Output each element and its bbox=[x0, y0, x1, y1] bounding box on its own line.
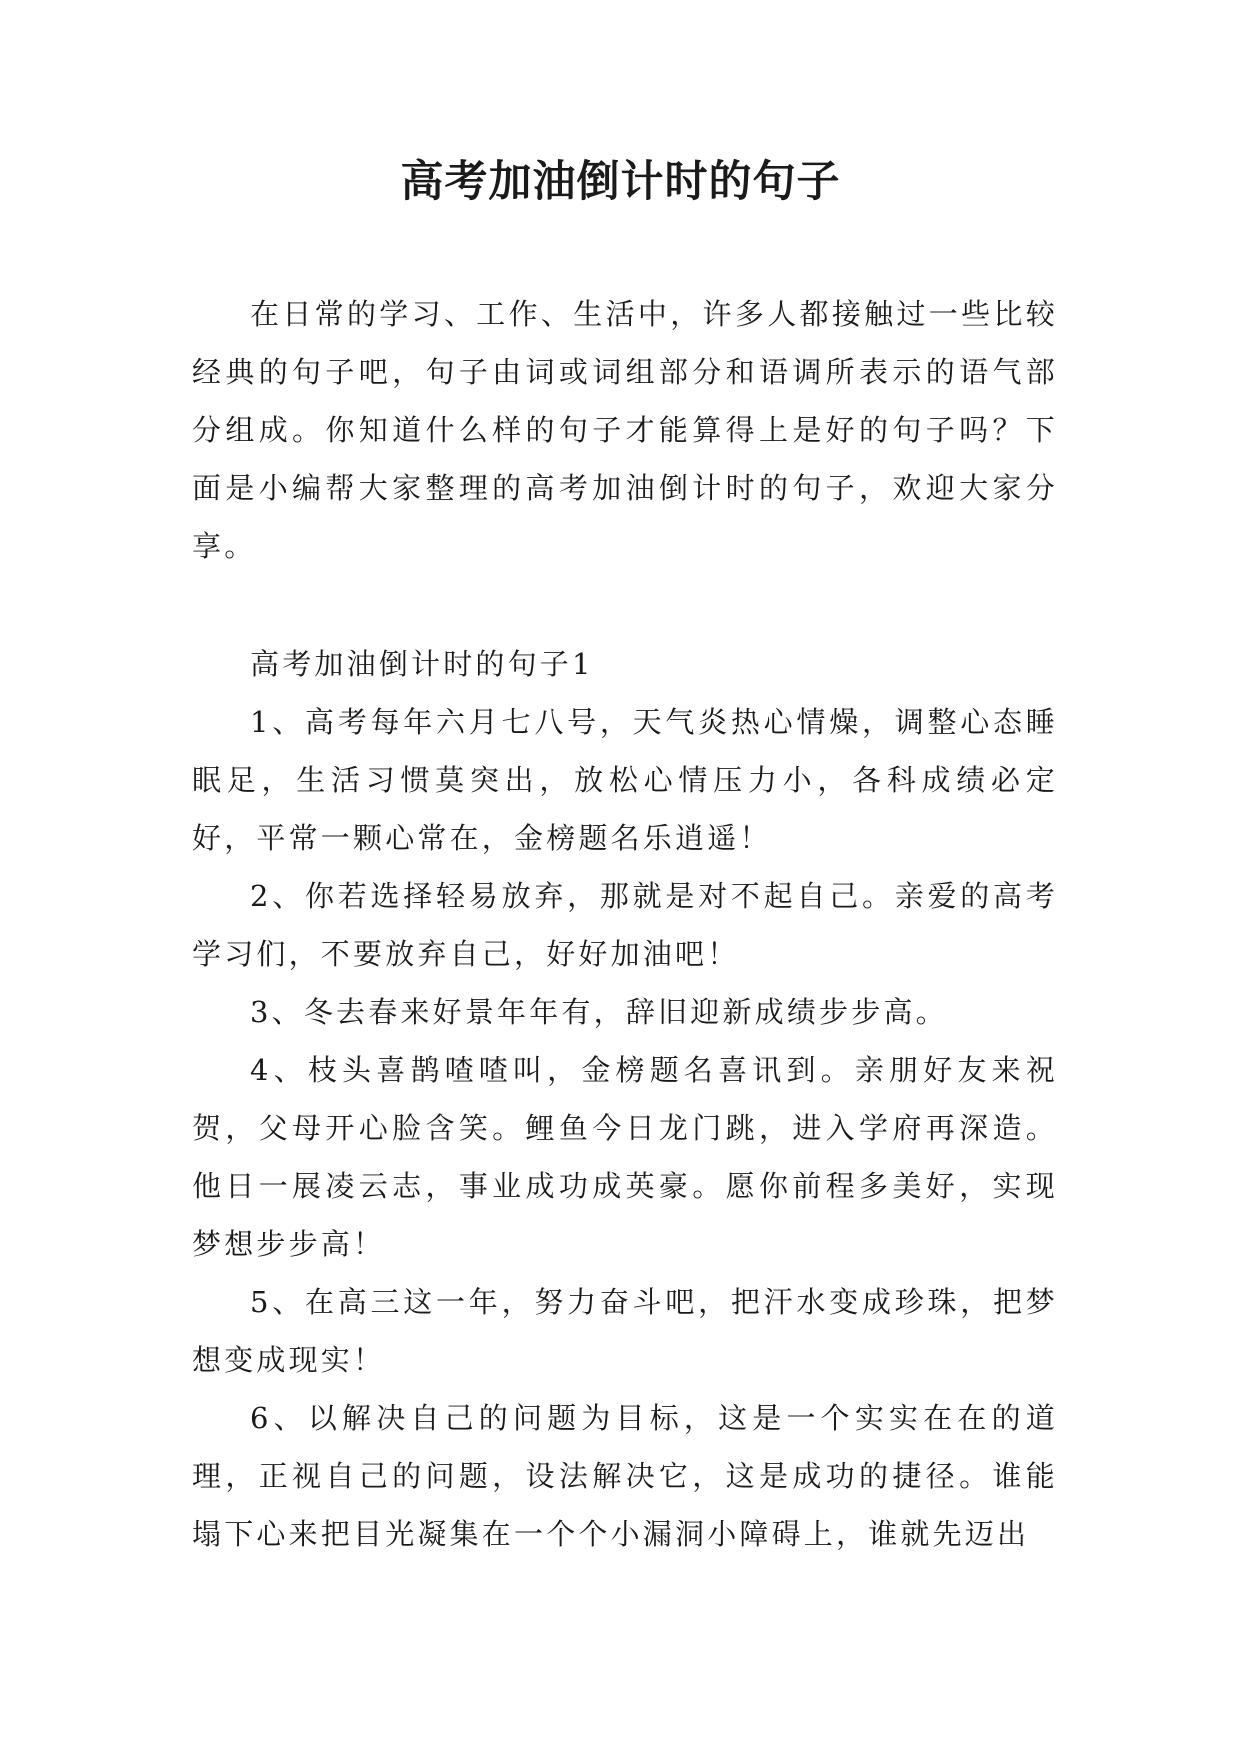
list-item: 3、冬去春来好景年年有，辞旧迎新成绩步步高。 bbox=[250, 995, 948, 1029]
list-item: 4、枝头喜鹊喳喳叫，金榜题名喜讯到。亲朋好友来祝贺，父母开心脸含笑。鲤鱼今日龙门跳，进入学府再深造。他日一展凌云志，事业成功成英豪。愿你前程多美好，实现梦想步步高！ bbox=[192, 1053, 1058, 1261]
document-title: 高考加油倒计时的句子 bbox=[400, 157, 841, 207]
list-item: 5、在高三这一年，努力奋斗吧，把汗水变成珍珠，把梦想变成现实！ bbox=[192, 1285, 1058, 1377]
list-item: 6、以解决自己的问题为目标，这是一个实实在在的道理，正视自己的问题，设法解决它，这是成功的捷径。谁能塌下心来把目光凝集在一个个小漏洞小障碍上，谁就先迈出 bbox=[192, 1401, 1058, 1551]
intro-paragraph: 在日常的学习、工作、生活中，许多人都接触过一些比较经典的句子吧，句子由词或词组部分和语调所表示的语气部分组成。你知道什么样的句子才能算得上是好的句子吗？下面是小编帮大家整理的高考加油倒计时的句子，欢迎大家分享。 bbox=[192, 297, 1058, 563]
section-heading: 高考加油倒计时的句子1 bbox=[250, 647, 594, 681]
list-item: 1、高考每年六月七八号，天气炎热心情燥，调整心态睡眠足，生活习惯莫突出，放松心情压力小，各科成绩必定好，平常一颗心常在，金榜题名乐逍遥！ bbox=[192, 705, 1058, 855]
list-item: 2、你若选择轻易放弃，那就是对不起自己。亲爱的高考学习们，不要放弃自己，好好加油吧！ bbox=[192, 879, 1058, 971]
document-body bbox=[192, 285, 1058, 1563]
